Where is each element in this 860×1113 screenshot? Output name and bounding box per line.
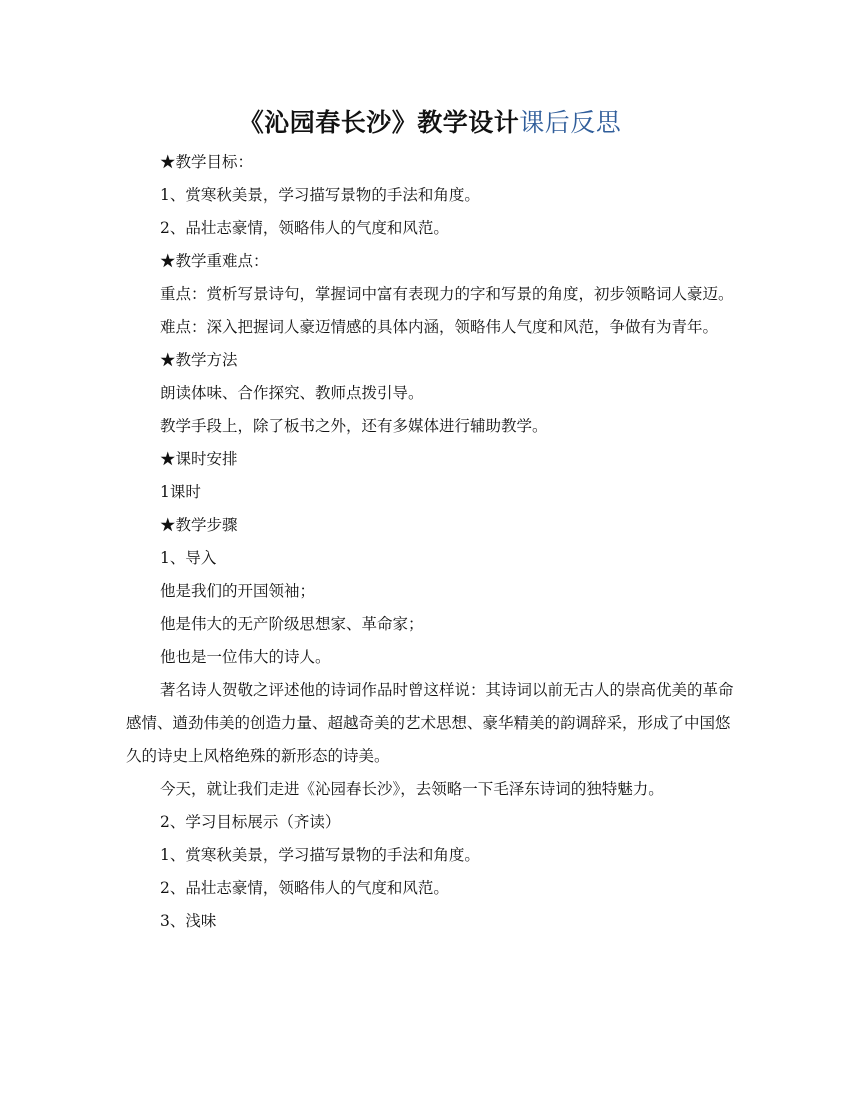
- goal-item-1: 1、赏寒秋美景，学习描写景物的手法和角度。: [160, 186, 480, 204]
- heading-teaching-steps: ★教学步骤: [160, 516, 238, 534]
- step-1-heading: 1、导入: [160, 549, 217, 567]
- quote-paragraph: 著名诗人贺敬之评述他的诗词作品时曾这样说：其诗词以前无古人的崇高优美的革命感情、遒劲伟美的创造力量、超越奇美的艺术思想、豪华精美的韵调辞采，形成了中国悠久的诗史上风格绝殊的新形态的诗美。: [126, 681, 734, 765]
- document-body: [126, 146, 738, 938]
- methods-paragraph: 朗读体味、合作探究、教师点拨引导。: [160, 384, 424, 402]
- title-main: 《沁园春长沙》教学设计: [238, 108, 520, 137]
- heading-teaching-methods: ★教学方法: [160, 351, 238, 369]
- title-accent: 课后反思: [519, 108, 622, 137]
- step-2-goal-1: 1、赏寒秋美景，学习描写景物的手法和角度。: [160, 846, 480, 864]
- document-title: [0, 106, 860, 140]
- heading-class-schedule: ★课时安排: [160, 450, 238, 468]
- intro-line-2: 他是伟大的无产阶级思想家、革命家；: [160, 615, 424, 633]
- goal-item-2: 2、品壮志豪情，领略伟人的气度和风范。: [160, 219, 449, 237]
- difficult-point-paragraph: 难点：深入把握词人豪迈情感的具体内涵，领略伟人气度和风范，争做有为青年。: [160, 318, 719, 336]
- intro-line-1: 他是我们的开国领袖；: [160, 582, 316, 600]
- step-3-heading: 3、浅味: [160, 912, 217, 930]
- step-2-heading: 2、学习目标展示（齐读）: [160, 813, 341, 831]
- step-2-goal-2: 2、品壮志豪情，领略伟人的气度和风范。: [160, 879, 449, 897]
- schedule-paragraph: 1课时: [160, 483, 201, 501]
- key-point-paragraph: 重点：赏析写景诗句，掌握词中富有表现力的字和写景的角度，初步领略词人豪迈。: [160, 285, 734, 303]
- means-paragraph: 教学手段上，除了板书之外，还有多媒体进行辅助教学。: [160, 417, 548, 435]
- heading-key-difficult-points: ★教学重难点：: [160, 252, 269, 270]
- heading-teaching-goals: ★教学目标：: [160, 153, 254, 171]
- today-paragraph: 今天，就让我们走进《沁园春长沙》，去领略一下毛泽东诗词的独特魅力。: [160, 780, 664, 798]
- intro-line-3: 他也是一位伟大的诗人。: [160, 648, 331, 666]
